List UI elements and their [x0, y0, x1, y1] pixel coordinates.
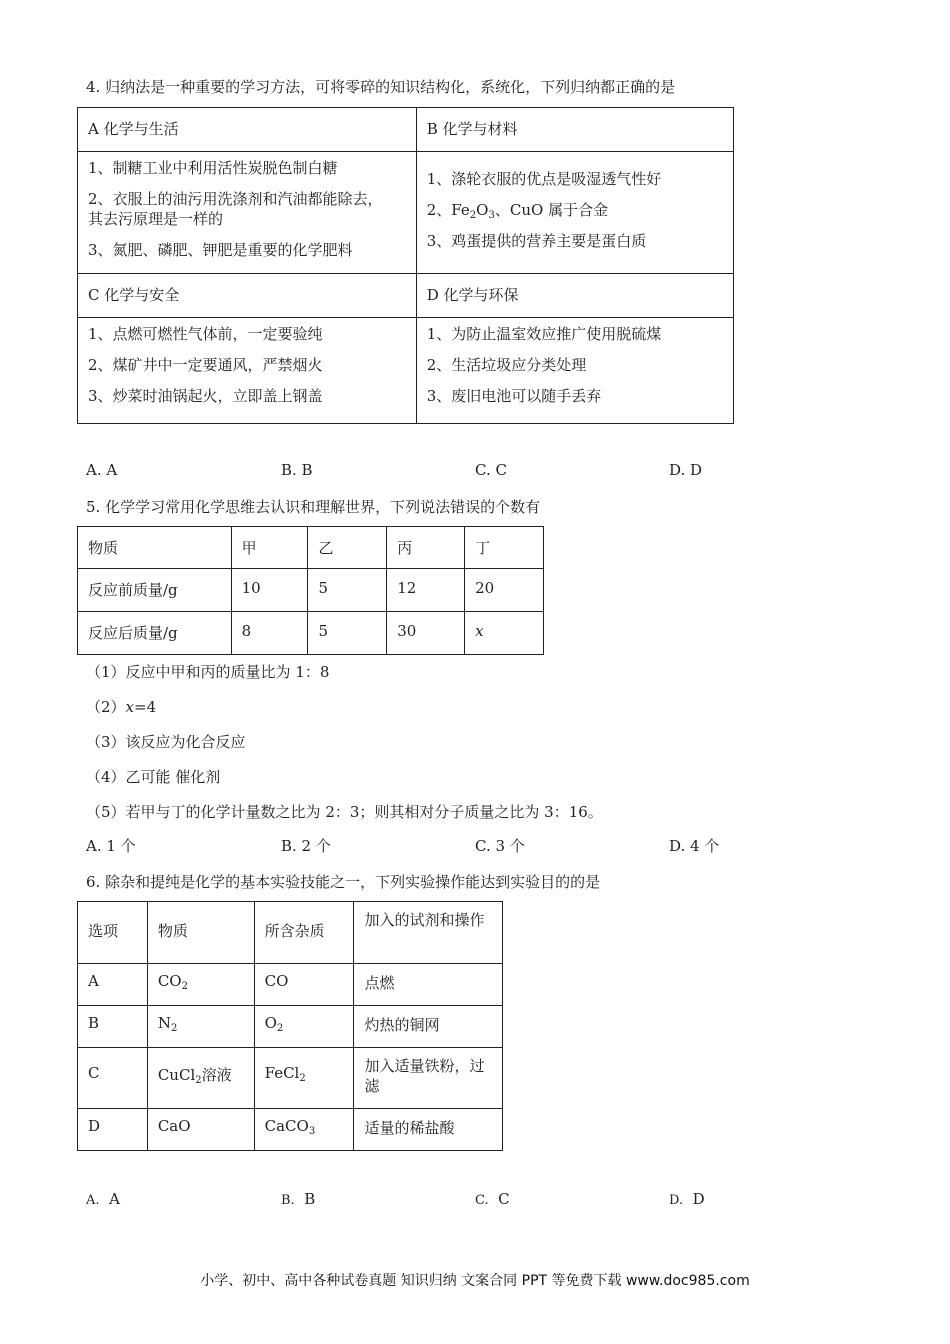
q4-c-content: [78, 318, 417, 424]
q5-cell: 30: [387, 612, 465, 655]
q5-statement: （5）若甲与丁的化学计量数之比为 2：3；则其相对分子质量之比为 3：16。: [86, 803, 603, 821]
q6-cell-operation: 灼热的铜网: [354, 1006, 503, 1048]
q5-option-a[interactable]: A. 1 个: [86, 837, 136, 855]
q4-option-d[interactable]: D. D: [669, 461, 703, 479]
q4-c-header: C 化学与安全: [78, 274, 417, 318]
q5-cell: 反应前质量/g: [78, 569, 232, 612]
q4-c-item: 2、煤矿井中一定要通风，严禁烟火: [88, 356, 323, 374]
q6-header: 物质: [147, 902, 254, 964]
q5-option-c[interactable]: C. 3 个: [475, 837, 525, 855]
q4-a-item: 1、制糖工业中利用活性炭脱色制白糖: [88, 159, 338, 177]
q5-cell: 5: [308, 612, 387, 655]
q5-table: [77, 526, 544, 655]
q4-b-content: [416, 152, 733, 274]
q5-statement: （3）该反应为化合反应: [86, 733, 246, 751]
q6-cell-substance: CuCl$_2$溶液: [147, 1048, 254, 1109]
q5-cell: 8: [231, 612, 308, 655]
q5-option-b[interactable]: B. 2 个: [281, 837, 331, 855]
q4-option-a[interactable]: A. A: [86, 461, 118, 479]
q5-stem: 5. 化学学习常用化学思维去认识和理解世界，下列说法错误的个数有: [86, 498, 541, 516]
q4-d-item: 2、生活垃圾应分类处理: [426, 356, 587, 374]
q4-stem: 4. 归纳法是一种重要的学习方法，可将零碎的知识结构化，系统化，下列归纳都正确的是: [86, 78, 676, 96]
q4-a-item: 3、氮肥、磷肥、钾肥是重要的化学肥料: [88, 241, 353, 259]
q5-cell: 丙: [387, 527, 465, 569]
q5-cell: 12: [387, 569, 465, 612]
q6-stem: 6. 除杂和提纯是化学的基本实验技能之一，下列实验操作能达到实验目的的是: [86, 873, 601, 891]
q6-cell-option: D: [78, 1109, 148, 1151]
q4-c-item: 1、点燃可燃性气体前，一定要验纯: [88, 325, 323, 343]
q5-cell: 甲: [231, 527, 308, 569]
q5-cell: 5: [308, 569, 387, 612]
q5-statement: （1）反应中甲和丙的质量比为 1：8: [86, 663, 330, 681]
q4-a-header: A 化学与生活: [78, 108, 417, 152]
q6-option-b[interactable]: B. B: [281, 1190, 316, 1208]
q6-option-d[interactable]: D. D: [669, 1190, 705, 1208]
q4-option-c[interactable]: C. C: [475, 461, 507, 479]
q5-cell: 10: [231, 569, 308, 612]
q6-cell-substance: $N_2$: [147, 1006, 254, 1048]
q4-table: [77, 107, 734, 424]
q6-option-a[interactable]: A. A: [86, 1190, 120, 1208]
q4-a-content: [78, 152, 417, 274]
q6-cell-impurity: CO: [254, 964, 354, 1006]
q4-d-item: 3、废旧电池可以随手丢弃: [426, 387, 602, 405]
q5-cell: x: [465, 612, 544, 655]
q4-c-item: 3、炒菜时油锅起火，立即盖上钢盖: [88, 387, 323, 405]
q5-statement-2: （2）x=4: [86, 698, 157, 716]
q6-cell-operation: 适量的稀盐酸: [354, 1109, 503, 1151]
q4-d-item: 1、为防止温室效应推广使用脱硫煤: [426, 325, 662, 343]
q4-option-b[interactable]: B. B: [281, 461, 313, 479]
q6-table: [77, 901, 503, 1151]
q6-cell-impurity: $O_2$: [254, 1006, 354, 1048]
q6-header: 选项: [78, 902, 148, 964]
q4-d-header: D 化学与环保: [416, 274, 733, 318]
q6-cell-substance: CaO: [147, 1109, 254, 1151]
q6-cell-option: A: [78, 964, 148, 1006]
q5-cell: 20: [465, 569, 544, 612]
q5-option-d[interactable]: D. 4 个: [669, 837, 720, 855]
q4-d-content: [416, 318, 733, 424]
q4-b-item: 3、鸡蛋提供的营养主要是蛋白质: [426, 232, 647, 250]
q4-b-item: 1、涤轮衣服的优点是吸湿透气性好: [426, 170, 662, 188]
q6-cell-impurity: FeCl$_2$: [254, 1048, 354, 1109]
q6-cell-operation: 点燃: [354, 964, 503, 1006]
q5-cell: 乙: [308, 527, 387, 569]
q6-cell-option: C: [78, 1048, 148, 1109]
q4-b-item-2: 2、$Fe_2O_3$、CuO 属于合金: [426, 201, 609, 221]
q5-cell: 反应后质量/g: [78, 612, 232, 655]
q4-a-item: 2、衣服上的油污用洗涤剂和汽油都能除去，其去污原理是一样的: [88, 190, 383, 228]
page-footer: 小学、初中、高中各种试卷真题 知识归纳 文案合同 PPT 等免费下载 www.doc985.com: [200, 1273, 750, 1289]
q5-statement: （4）乙可能 催化剂: [86, 768, 221, 786]
q6-header: 所含杂质: [254, 902, 354, 964]
q6-cell-substance: $CO_2$: [147, 964, 254, 1006]
q6-option-c[interactable]: C. C: [475, 1190, 510, 1208]
q6-cell-impurity: CaCO$_3$: [254, 1109, 354, 1151]
q6-cell-operation: 加入适量铁粉，过滤: [354, 1048, 503, 1109]
q4-b-header: B 化学与材料: [416, 108, 733, 152]
q6-header: 加入的试剂和操作: [354, 902, 503, 964]
q6-cell-option: B: [78, 1006, 148, 1048]
q5-cell: 丁: [465, 527, 544, 569]
q5-cell: 物质: [78, 527, 232, 569]
